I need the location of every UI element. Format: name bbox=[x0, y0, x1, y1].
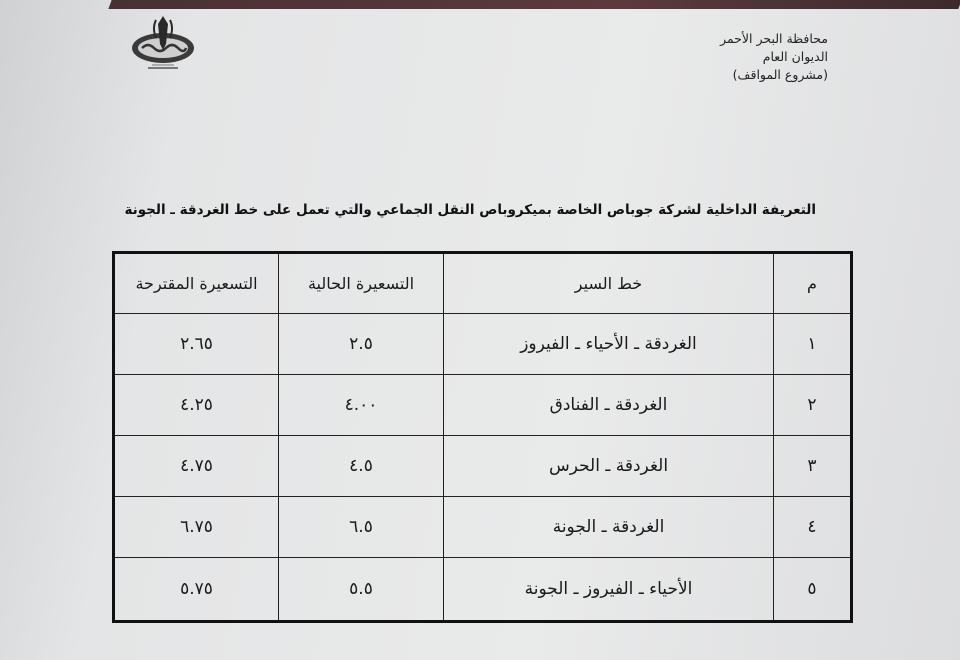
table-header-row bbox=[114, 253, 852, 314]
header-office: الديوان العام bbox=[762, 49, 828, 64]
table-row bbox=[114, 497, 852, 558]
row-current-fare: ٤.٥ bbox=[279, 436, 444, 497]
row-index: ٣ bbox=[774, 436, 852, 497]
table-row bbox=[114, 314, 852, 375]
header-project: (مشروع المواقف) bbox=[732, 67, 828, 82]
issuer-header bbox=[608, 30, 828, 84]
governorate-emblem-icon bbox=[128, 10, 198, 72]
row-proposed-fare: ٤.٢٥ bbox=[114, 375, 279, 436]
row-current-fare: ٢.٥ bbox=[279, 314, 444, 375]
header-proposed-fare: التسعيرة المقترحة bbox=[114, 253, 279, 314]
page-top-edge bbox=[108, 0, 960, 9]
row-proposed-fare: ٢.٦٥ bbox=[114, 314, 279, 375]
row-route: الغردقة ـ الفنادق bbox=[444, 375, 774, 436]
tariff-table bbox=[112, 251, 853, 623]
row-current-fare: ٥.٥ bbox=[279, 558, 444, 622]
document-title: التعريفة الداخلية لشركة جوباص الخاصة بميكروباص النقل الجماعي والتي تعمل على خط الغردقة ـ الجونة bbox=[124, 202, 816, 218]
header-governorate: محافظة البحر الأحمر bbox=[720, 31, 828, 46]
row-proposed-fare: ٦.٧٥ bbox=[114, 497, 279, 558]
row-index: ٤ bbox=[774, 497, 852, 558]
row-index: ٥ bbox=[774, 558, 852, 622]
header-route: خط السير bbox=[444, 253, 774, 314]
row-proposed-fare: ٥.٧٥ bbox=[114, 558, 279, 622]
row-route: الغردقة ـ الحرس bbox=[444, 436, 774, 497]
row-route: الغردقة ـ الجونة bbox=[444, 497, 774, 558]
row-index: ٢ bbox=[774, 375, 852, 436]
row-index: ١ bbox=[774, 314, 852, 375]
row-route: الغردقة ـ الأحياء ـ الفيروز bbox=[444, 314, 774, 375]
header-index: م bbox=[774, 253, 852, 314]
table-row bbox=[114, 436, 852, 497]
row-current-fare: ٤.٠٠ bbox=[279, 375, 444, 436]
row-current-fare: ٦.٥ bbox=[279, 497, 444, 558]
row-proposed-fare: ٤.٧٥ bbox=[114, 436, 279, 497]
table-row bbox=[114, 375, 852, 436]
header-current-fare: التسعيرة الحالية bbox=[279, 253, 444, 314]
row-route: الأحياء ـ الفيروز ـ الجونة bbox=[444, 558, 774, 622]
table-row bbox=[114, 558, 852, 622]
